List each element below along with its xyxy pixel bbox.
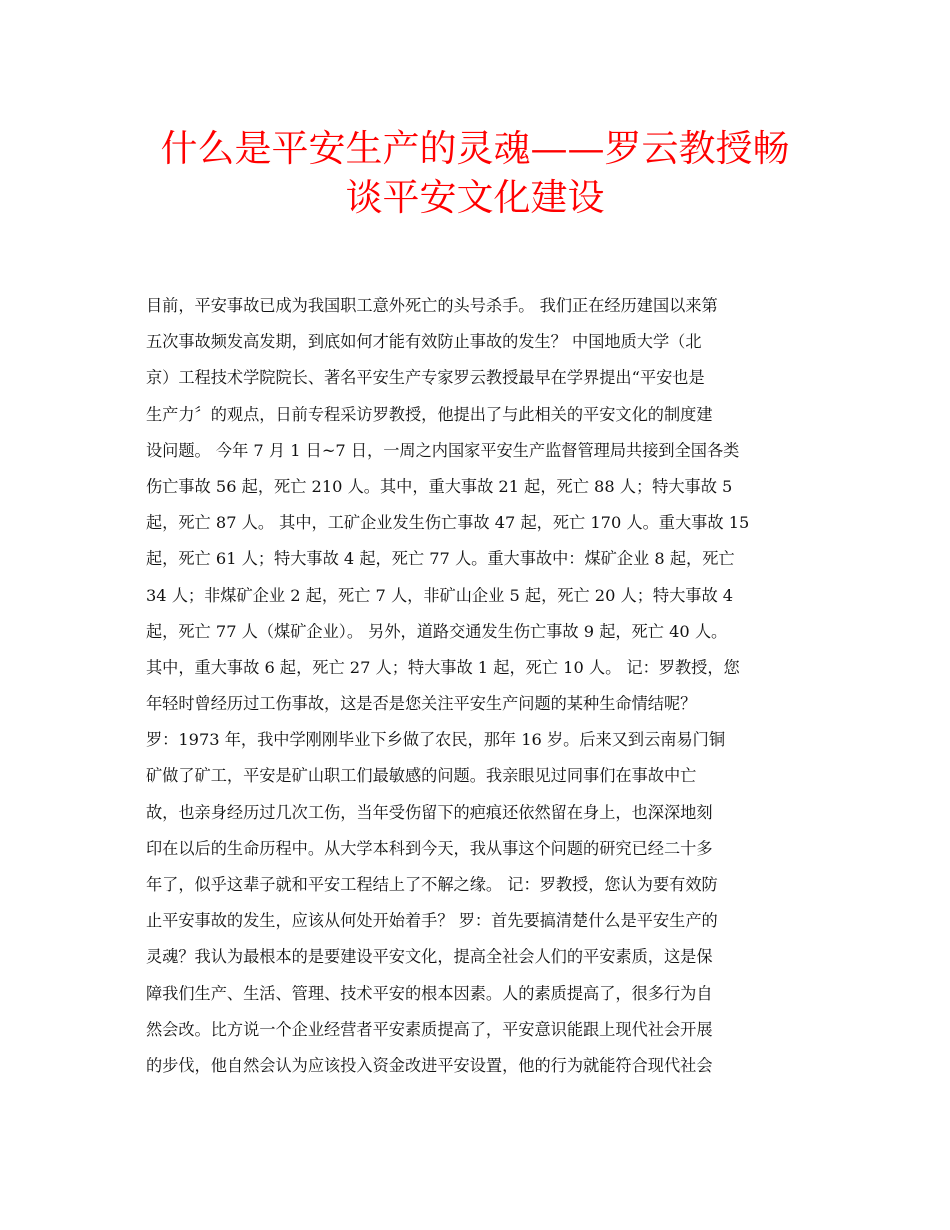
body-line: 五次事故频发高发期，到底如何才能有效防止事故的发生？ 中国地质大学（北 (146, 332, 702, 352)
body-line: 障我们生产、生活、管理、技术平安的根本因素。人的素质提高了，很多行为自 (146, 983, 713, 1003)
body-line: 故，也亲身经历过几次工伤，当年受伤留下的疤痕还依然留在身上，也深深地刻 (146, 802, 713, 822)
body-line: 京）工程技术学院院长、著名平安生产专家罗云教授最早在学界提出“平安也是 (146, 368, 705, 388)
body-line: 灵魂？我认为最根本的是要建设平安文化，提高全社会人们的平安素质，这是保 (146, 947, 713, 967)
body-line: 年轻时曾经历过工伤事故，这是否是您关注平安生产问题的某种生命情结呢？ (146, 694, 697, 714)
body-line: 矿做了矿工，平安是矿山职工们最敏感的问题。我亲眼见过同事们在事故中亡 (146, 766, 697, 786)
title-line: 谈平安文化建设 (345, 176, 605, 219)
body-line: 印在以后的生命历程中。从大学本科到今天，我从事这个问题的研究已经二十多 (146, 838, 713, 858)
body-line: 起，死亡 87 人。 其中，工矿企业发生伤亡事故 47 起，死亡 170 人。重大事故 15 (146, 513, 750, 533)
body-line: 止平安事故的发生，应该从何处开始着手？ 罗：首先要搞清楚什么是平安生产的 (146, 911, 718, 931)
body-line: 年了，似乎这辈子就和平安工程结上了不解之缘。 记：罗教授，您认为要有效防 (146, 875, 718, 894)
body-line: 其中，重大事故 6 起，死亡 27 人；特大事故 1 起，死亡 10 人。 记：罗教授，您 (146, 657, 740, 677)
body-line: 的步伐，他自然会认为应该投入资金改进平安设置，他的行为就能符合现代社会 (146, 1055, 713, 1075)
title-line: 什么是平安生产的灵魂——罗云教授畅 (160, 127, 790, 170)
body-line: 起，死亡 77 人（煤矿企业）。 另外，道路交通发生伤亡事故 9 起，死亡 40 人。 (146, 621, 728, 641)
body-line: 然会改。比方说一个企业经营者平安素质提高了，平安意识能跟上现代社会开展 (146, 1019, 713, 1039)
body-line: 设问题。 今年 7 月 1 日~7 日，一周之内国家平安生产监督管理局共接到全国各类 (146, 440, 740, 460)
body-line: 生产力〞的观点，日前专程采访罗教授，他提出了与此相关的平安文化的制度建 (146, 404, 713, 424)
body-line: 目前，平安事故已成为我国职工意外死亡的头号杀手。 我们正在经历建国以来第 (146, 296, 718, 315)
body-line: 罗：1973 年，我中学刚刚毕业下乡做了农民，那年 16 岁。后来又到云南易门铜 (146, 730, 726, 750)
document-title (120, 124, 830, 222)
body-line: 34 人；非煤矿企业 2 起，死亡 7 人，非矿山企业 5 起，死亡 20 人；特大事故 4 (146, 585, 734, 605)
body-line: 伤亡事故 56 起，死亡 210 人。其中，重大事故 21 起，死亡 88 人；特大事故 5 (146, 476, 733, 496)
article-body (146, 288, 811, 1084)
body-line: 起，死亡 61 人；特大事故 4 起，死亡 77 人。重大事故中：煤矿企业 8 起，死亡 (146, 549, 735, 569)
